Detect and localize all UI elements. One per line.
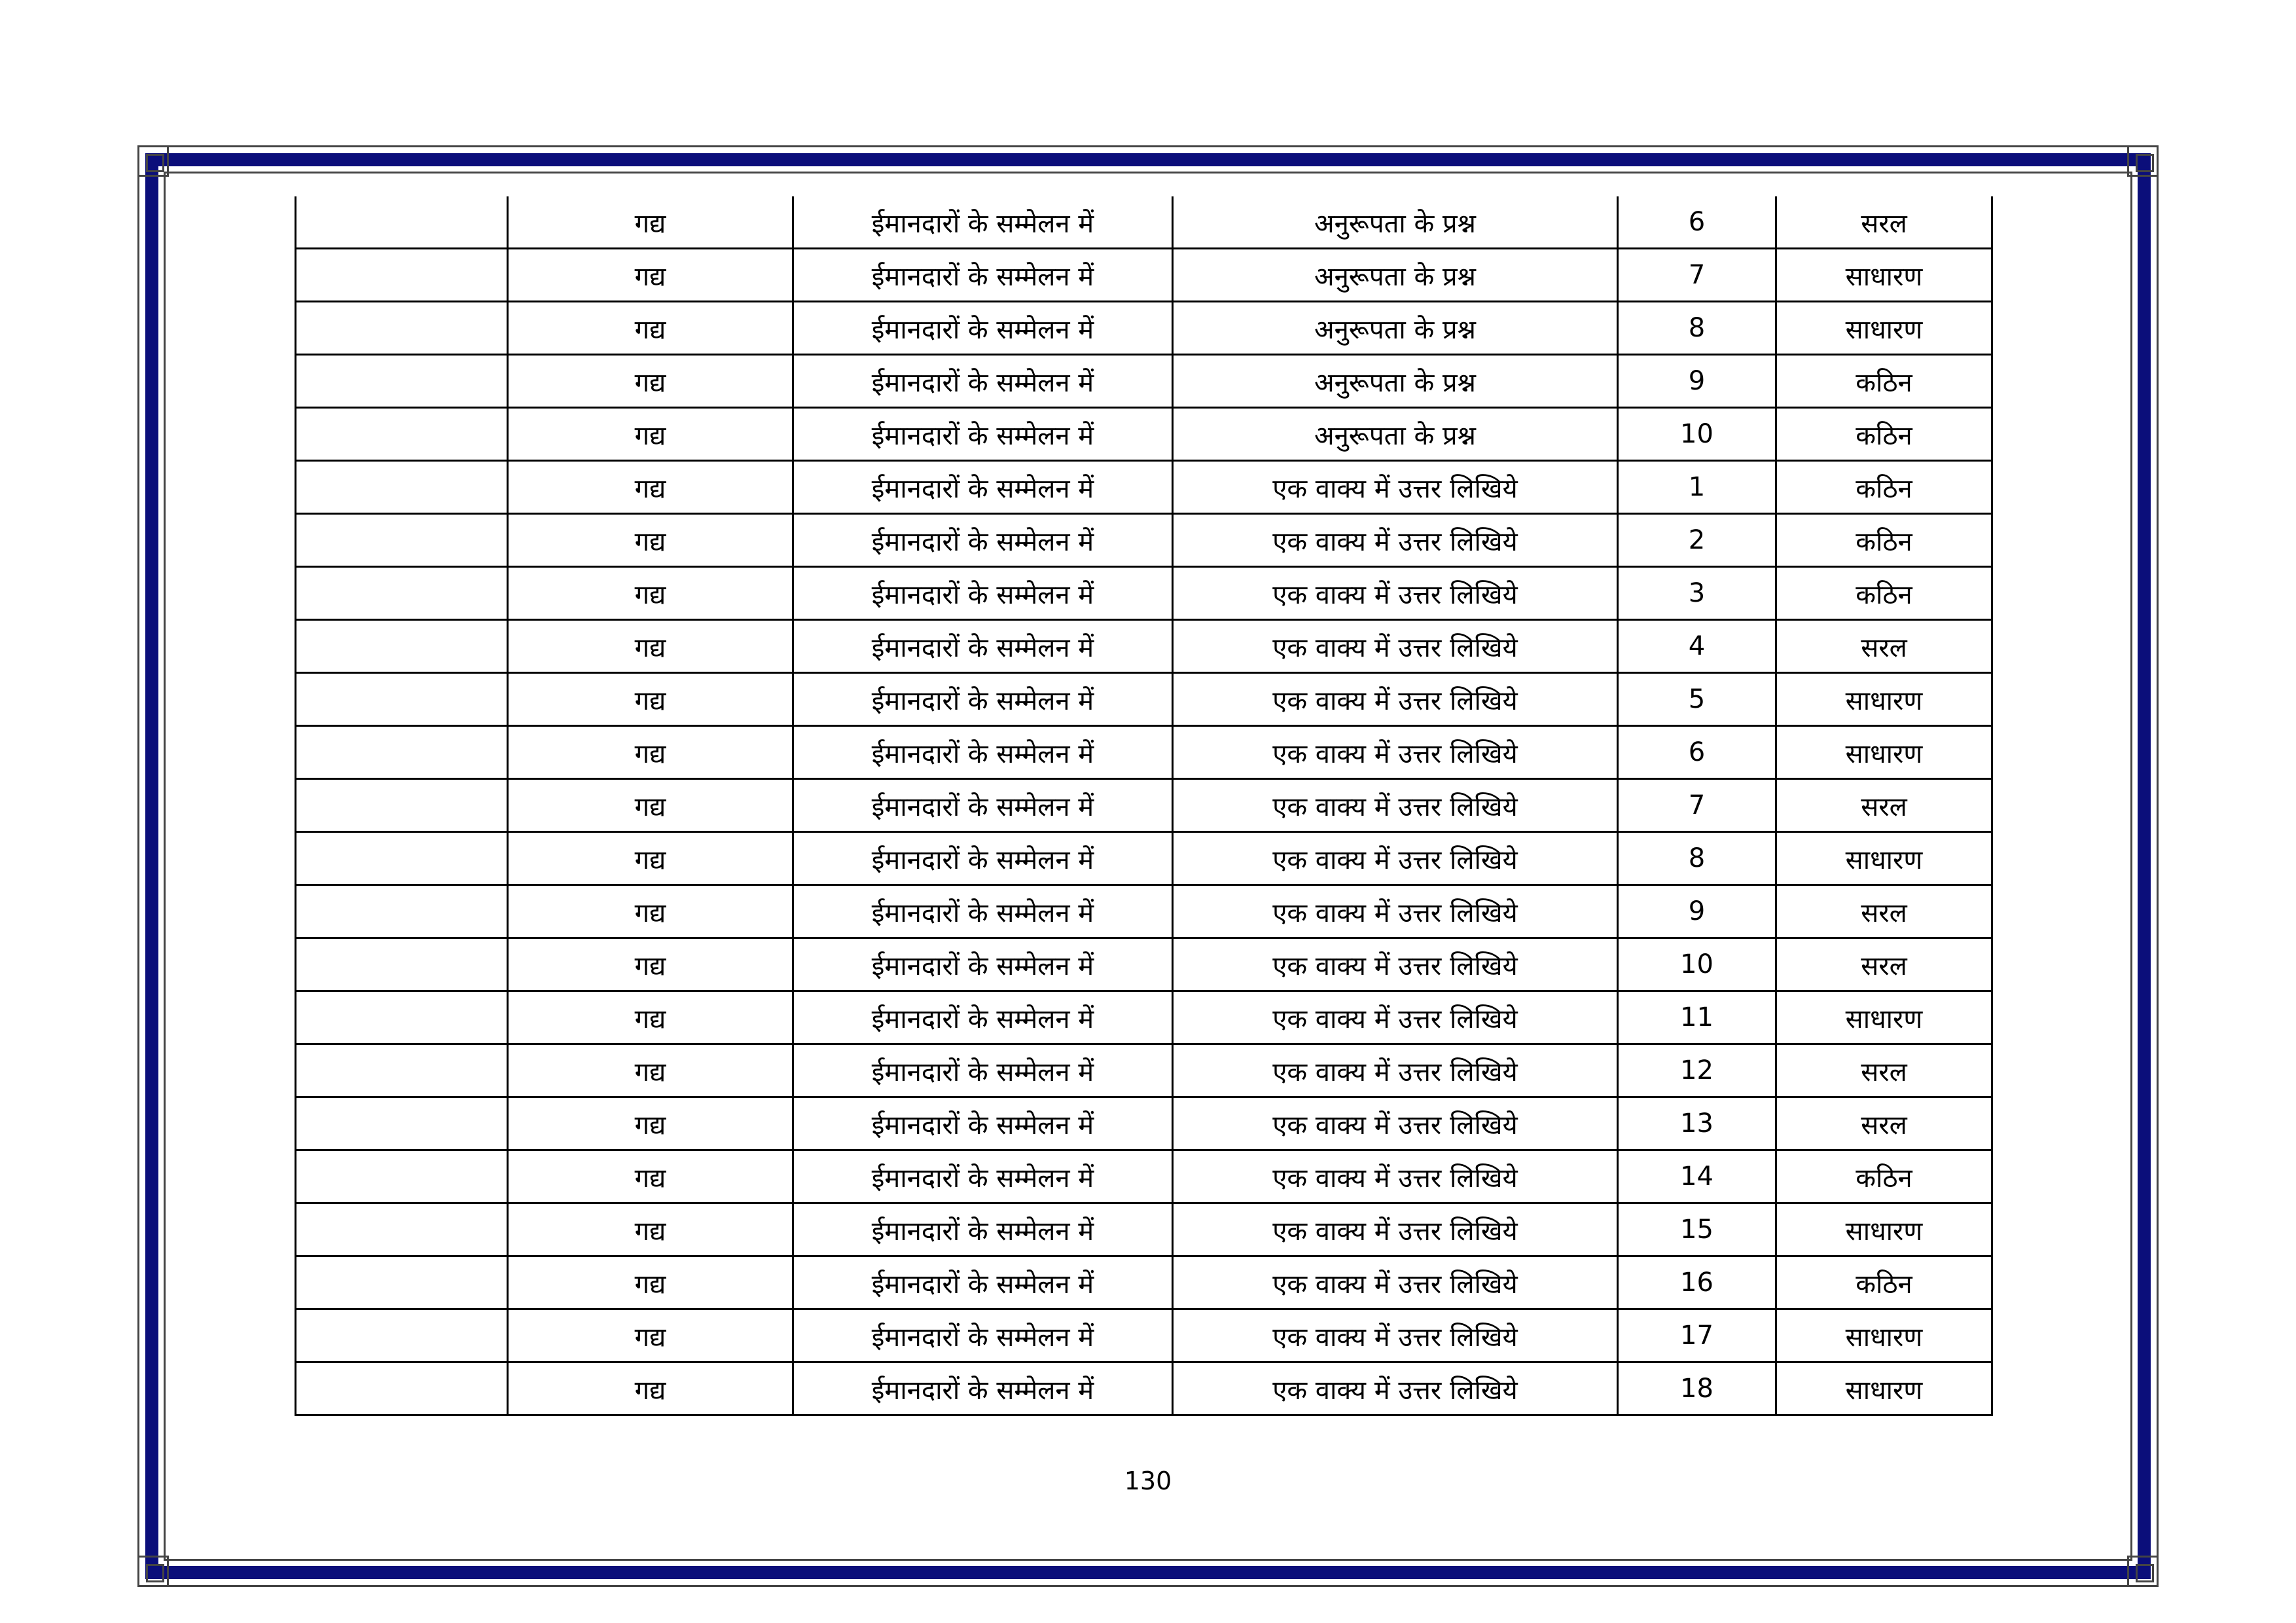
question-type-cell: अनुरूपता के प्रश्न (1173, 249, 1618, 302)
empty-cell (296, 196, 508, 249)
lesson-cell: ईमानदारों के सम्मेलन में (793, 991, 1173, 1044)
lesson-cell: ईमानदारों के सम्मेलन में (793, 196, 1173, 249)
genre-cell: गद्य (508, 885, 793, 938)
difficulty-cell: सरल (1776, 1044, 1992, 1097)
question-type-cell: अनुरूपता के प्रश्न (1173, 355, 1618, 408)
question-table-body (296, 196, 1992, 1415)
empty-cell (296, 567, 508, 620)
lesson-cell: ईमानदारों के सम्मेलन में (793, 673, 1173, 726)
difficulty-cell: कठिन (1776, 514, 1992, 567)
question-number-cell: 10 (1618, 408, 1776, 461)
question-number-cell: 3 (1618, 567, 1776, 620)
genre-cell: गद्य (508, 620, 793, 673)
difficulty-cell: कठिन (1776, 567, 1992, 620)
table-row (296, 620, 1992, 673)
difficulty-cell: साधारण (1776, 1203, 1992, 1256)
table-row (296, 355, 1992, 408)
question-number-cell: 6 (1618, 726, 1776, 779)
table-row (296, 885, 1992, 938)
lesson-cell: ईमानदारों के सम्मेलन में (793, 620, 1173, 673)
difficulty-cell: सरल (1776, 779, 1992, 832)
empty-cell (296, 1097, 508, 1150)
genre-cell: गद्य (508, 1150, 793, 1203)
lesson-cell: ईमानदारों के सम्मेलन में (793, 249, 1173, 302)
lesson-cell: ईमानदारों के सम्मेलन में (793, 1097, 1173, 1150)
difficulty-cell: सरल (1776, 938, 1992, 991)
question-type-cell: एक वाक्य में उत्तर लिखिये (1173, 779, 1618, 832)
genre-cell: गद्य (508, 249, 793, 302)
genre-cell: गद्य (508, 514, 793, 567)
question-type-cell: एक वाक्य में उत्तर लिखिये (1173, 832, 1618, 885)
table-row (296, 1044, 1992, 1097)
table-row (296, 832, 1992, 885)
table-row (296, 461, 1992, 514)
genre-cell: गद्य (508, 461, 793, 514)
table-row (296, 408, 1992, 461)
difficulty-cell: साधारण (1776, 991, 1992, 1044)
question-type-cell: एक वाक्य में उत्तर लिखिये (1173, 991, 1618, 1044)
empty-cell (296, 673, 508, 726)
lesson-cell: ईमानदारों के सम्मेलन में (793, 1044, 1173, 1097)
question-number-cell: 18 (1618, 1362, 1776, 1415)
question-number-cell: 10 (1618, 938, 1776, 991)
empty-cell (296, 991, 508, 1044)
difficulty-cell: साधारण (1776, 726, 1992, 779)
page-number: 130 (1124, 1467, 1172, 1495)
empty-cell (296, 726, 508, 779)
question-type-cell: एक वाक्य में उत्तर लिखिये (1173, 1097, 1618, 1150)
lesson-cell: ईमानदारों के सम्मेलन में (793, 885, 1173, 938)
genre-cell: गद्य (508, 1362, 793, 1415)
difficulty-cell: कठिन (1776, 1150, 1992, 1203)
lesson-cell: ईमानदारों के सम्मेलन में (793, 726, 1173, 779)
genre-cell: गद्य (508, 832, 793, 885)
genre-cell: गद्य (508, 673, 793, 726)
lesson-cell: ईमानदारों के सम्मेलन में (793, 355, 1173, 408)
genre-cell: गद्य (508, 1309, 793, 1362)
corner-ornament-bottom-left (137, 1556, 169, 1587)
difficulty-cell: कठिन (1776, 1256, 1992, 1309)
genre-cell: गद्य (508, 726, 793, 779)
genre-cell: गद्य (508, 779, 793, 832)
question-number-cell: 12 (1618, 1044, 1776, 1097)
question-number-cell: 14 (1618, 1150, 1776, 1203)
lesson-cell: ईमानदारों के सम्मेलन में (793, 938, 1173, 991)
table-row (296, 567, 1992, 620)
table-row (296, 514, 1992, 567)
question-type-cell: एक वाक्य में उत्तर लिखिये (1173, 1309, 1618, 1362)
question-type-cell: अनुरूपता के प्रश्न (1173, 196, 1618, 249)
empty-cell (296, 779, 508, 832)
table-row (296, 991, 1992, 1044)
difficulty-cell: साधारण (1776, 832, 1992, 885)
question-number-cell: 17 (1618, 1309, 1776, 1362)
empty-cell (296, 885, 508, 938)
question-type-cell: एक वाक्य में उत्तर लिखिये (1173, 1203, 1618, 1256)
question-type-cell: अनुरूपता के प्रश्न (1173, 408, 1618, 461)
question-number-cell: 9 (1618, 355, 1776, 408)
lesson-cell: ईमानदारों के सम्मेलन में (793, 567, 1173, 620)
question-type-cell: एक वाक्य में उत्तर लिखिये (1173, 1362, 1618, 1415)
empty-cell (296, 1150, 508, 1203)
question-number-cell: 7 (1618, 249, 1776, 302)
question-number-cell: 1 (1618, 461, 1776, 514)
question-number-cell: 2 (1618, 514, 1776, 567)
genre-cell: गद्य (508, 1203, 793, 1256)
difficulty-cell: सरल (1776, 620, 1992, 673)
difficulty-cell: साधारण (1776, 249, 1992, 302)
difficulty-cell: साधारण (1776, 1309, 1992, 1362)
table-row (296, 673, 1992, 726)
table-row (296, 1362, 1992, 1415)
question-number-cell: 13 (1618, 1097, 1776, 1150)
genre-cell: गद्य (508, 355, 793, 408)
empty-cell (296, 1309, 508, 1362)
difficulty-cell: साधारण (1776, 1362, 1992, 1415)
genre-cell: गद्य (508, 196, 793, 249)
empty-cell (296, 1362, 508, 1415)
empty-cell (296, 1044, 508, 1097)
lesson-cell: ईमानदारों के सम्मेलन में (793, 1150, 1173, 1203)
lesson-cell: ईमानदारों के सम्मेलन में (793, 1256, 1173, 1309)
empty-cell (296, 832, 508, 885)
genre-cell: गद्य (508, 302, 793, 355)
corner-ornament-top-left (137, 145, 169, 177)
question-number-cell: 7 (1618, 779, 1776, 832)
question-type-cell: एक वाक्य में उत्तर लिखिये (1173, 1256, 1618, 1309)
empty-cell (296, 461, 508, 514)
genre-cell: गद्य (508, 938, 793, 991)
genre-cell: गद्य (508, 1044, 793, 1097)
question-type-cell: एक वाक्य में उत्तर लिखिये (1173, 567, 1618, 620)
table-row (296, 1203, 1992, 1256)
genre-cell: गद्य (508, 1256, 793, 1309)
table-row (296, 726, 1992, 779)
lesson-cell: ईमानदारों के सम्मेलन में (793, 1309, 1173, 1362)
table-row (296, 249, 1992, 302)
question-type-cell: एक वाक्य में उत्तर लिखिये (1173, 726, 1618, 779)
question-number-cell: 4 (1618, 620, 1776, 673)
corner-ornament-top-right (2127, 145, 2159, 177)
difficulty-cell: सरल (1776, 196, 1992, 249)
question-type-cell: एक वाक्य में उत्तर लिखिये (1173, 620, 1618, 673)
difficulty-cell: साधारण (1776, 302, 1992, 355)
genre-cell: गद्य (508, 1097, 793, 1150)
table-row (296, 1150, 1992, 1203)
genre-cell: गद्य (508, 567, 793, 620)
question-number-cell: 6 (1618, 196, 1776, 249)
question-type-cell: एक वाक्य में उत्तर लिखिये (1173, 1044, 1618, 1097)
question-number-cell: 9 (1618, 885, 1776, 938)
question-type-cell: एक वाक्य में उत्तर लिखिये (1173, 1150, 1618, 1203)
table-row (296, 779, 1992, 832)
lesson-cell: ईमानदारों के सम्मेलन में (793, 514, 1173, 567)
empty-cell (296, 1256, 508, 1309)
empty-cell (296, 1203, 508, 1256)
question-number-cell: 11 (1618, 991, 1776, 1044)
difficulty-cell: सरल (1776, 1097, 1992, 1150)
table-row (296, 1097, 1992, 1150)
lesson-cell: ईमानदारों के सम्मेलन में (793, 461, 1173, 514)
question-number-cell: 5 (1618, 673, 1776, 726)
lesson-cell: ईमानदारों के सम्मेलन में (793, 408, 1173, 461)
question-number-cell: 16 (1618, 1256, 1776, 1309)
empty-cell (296, 249, 508, 302)
question-table (295, 196, 1993, 1416)
difficulty-cell: साधारण (1776, 673, 1992, 726)
difficulty-cell: सरल (1776, 885, 1992, 938)
question-number-cell: 8 (1618, 302, 1776, 355)
empty-cell (296, 620, 508, 673)
empty-cell (296, 355, 508, 408)
empty-cell (296, 938, 508, 991)
question-type-cell: एक वाक्य में उत्तर लिखिये (1173, 938, 1618, 991)
question-type-cell: एक वाक्य में उत्तर लिखिये (1173, 461, 1618, 514)
corner-ornament-bottom-right (2127, 1556, 2159, 1587)
genre-cell: गद्य (508, 991, 793, 1044)
lesson-cell: ईमानदारों के सम्मेलन में (793, 832, 1173, 885)
difficulty-cell: कठिन (1776, 408, 1992, 461)
table-row (296, 1256, 1992, 1309)
difficulty-cell: कठिन (1776, 355, 1992, 408)
table-row (296, 196, 1992, 249)
table-row (296, 302, 1992, 355)
question-type-cell: एक वाक्य में उत्तर लिखिये (1173, 514, 1618, 567)
lesson-cell: ईमानदारों के सम्मेलन में (793, 1203, 1173, 1256)
question-type-cell: अनुरूपता के प्रश्न (1173, 302, 1618, 355)
question-type-cell: एक वाक्य में उत्तर लिखिये (1173, 673, 1618, 726)
lesson-cell: ईमानदारों के सम्मेलन में (793, 779, 1173, 832)
difficulty-cell: कठिन (1776, 461, 1992, 514)
question-number-cell: 15 (1618, 1203, 1776, 1256)
table-row (296, 1309, 1992, 1362)
table-row (296, 938, 1992, 991)
empty-cell (296, 408, 508, 461)
genre-cell: गद्य (508, 408, 793, 461)
empty-cell (296, 302, 508, 355)
empty-cell (296, 514, 508, 567)
question-type-cell: एक वाक्य में उत्तर लिखिये (1173, 885, 1618, 938)
question-number-cell: 8 (1618, 832, 1776, 885)
lesson-cell: ईमानदारों के सम्मेलन में (793, 302, 1173, 355)
lesson-cell: ईमानदारों के सम्मेलन में (793, 1362, 1173, 1415)
